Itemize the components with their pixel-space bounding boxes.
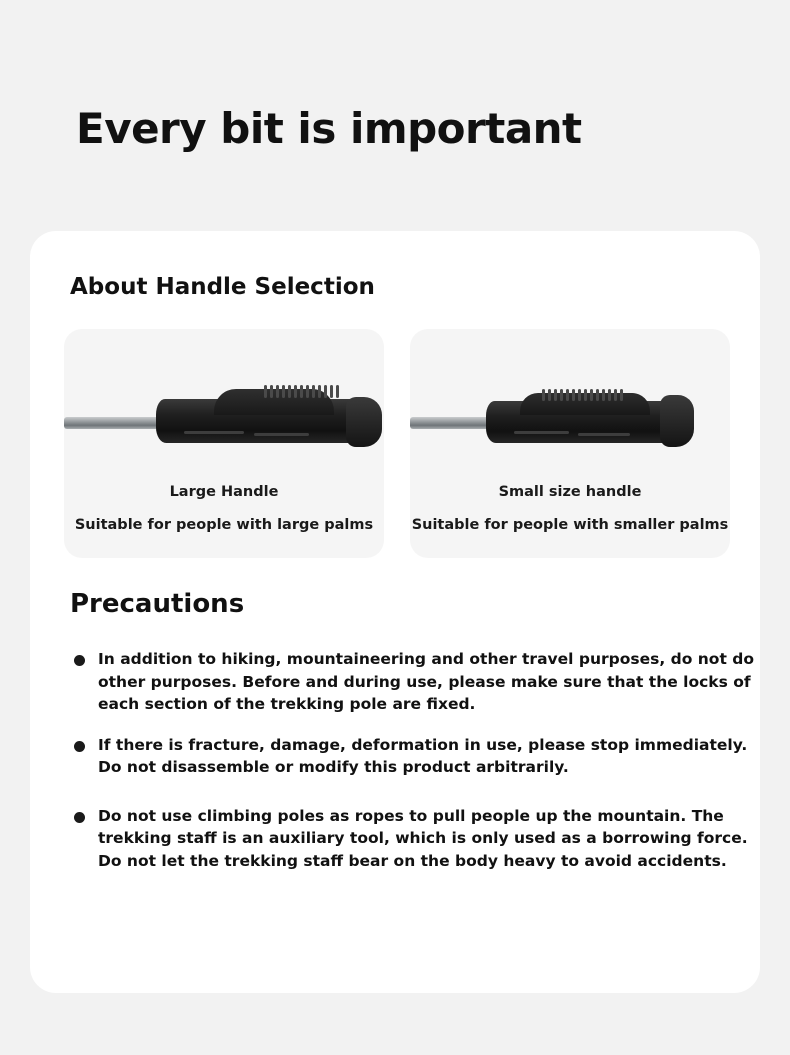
large-handle-illustration [64, 375, 384, 471]
bullet-dot-icon [74, 741, 85, 752]
bullet-dot-icon [74, 812, 85, 823]
list-item [70, 805, 770, 873]
handle-option-small [410, 329, 730, 558]
grip-end-cap-icon [660, 395, 694, 447]
grip-groove-icon [254, 433, 309, 436]
precautions-list [70, 648, 770, 890]
page-title: Every bit is important [76, 104, 582, 153]
list-item-text: If there is fracture, damage, deformation in use, please stop immediately. Do not disassemble or modify this product arbitrarily. [98, 735, 748, 776]
large-handle-title: Large Handle [169, 484, 279, 500]
list-item [70, 734, 770, 779]
handle-option-large [64, 329, 384, 558]
grip-end-cap-icon [346, 397, 382, 447]
section-title-handle-selection: About Handle Selection [70, 274, 375, 300]
large-handle-subtitle: Suitable for people with large palms [74, 517, 374, 533]
small-handle-subtitle: Suitable for people with smaller palms [411, 517, 729, 533]
grip-groove-icon [514, 431, 569, 434]
bullet-dot-icon [74, 655, 85, 666]
list-item-text: Do not use climbing poles as ropes to pull people up the mountain. The trekking staff is an auxiliary tool, which is only used as a borrowing force. Do not let the trekking staff bear on the body heavy to avoid accidents. [98, 806, 748, 870]
small-handle-title: Small size handle [498, 484, 642, 500]
grip-ridges-icon [264, 385, 350, 398]
grip-groove-icon [578, 433, 630, 436]
small-handle-illustration [410, 375, 730, 471]
precautions-title: Precautions [70, 589, 245, 619]
grip-ridges-icon [542, 389, 638, 401]
list-item [70, 648, 770, 716]
grip-groove-icon [184, 431, 244, 434]
list-item-text: In addition to hiking, mountaineering and other travel purposes, do not do other purposes. Before and during use, please make sure that the locks of each section of the trekking pole are fixed. [98, 650, 755, 713]
